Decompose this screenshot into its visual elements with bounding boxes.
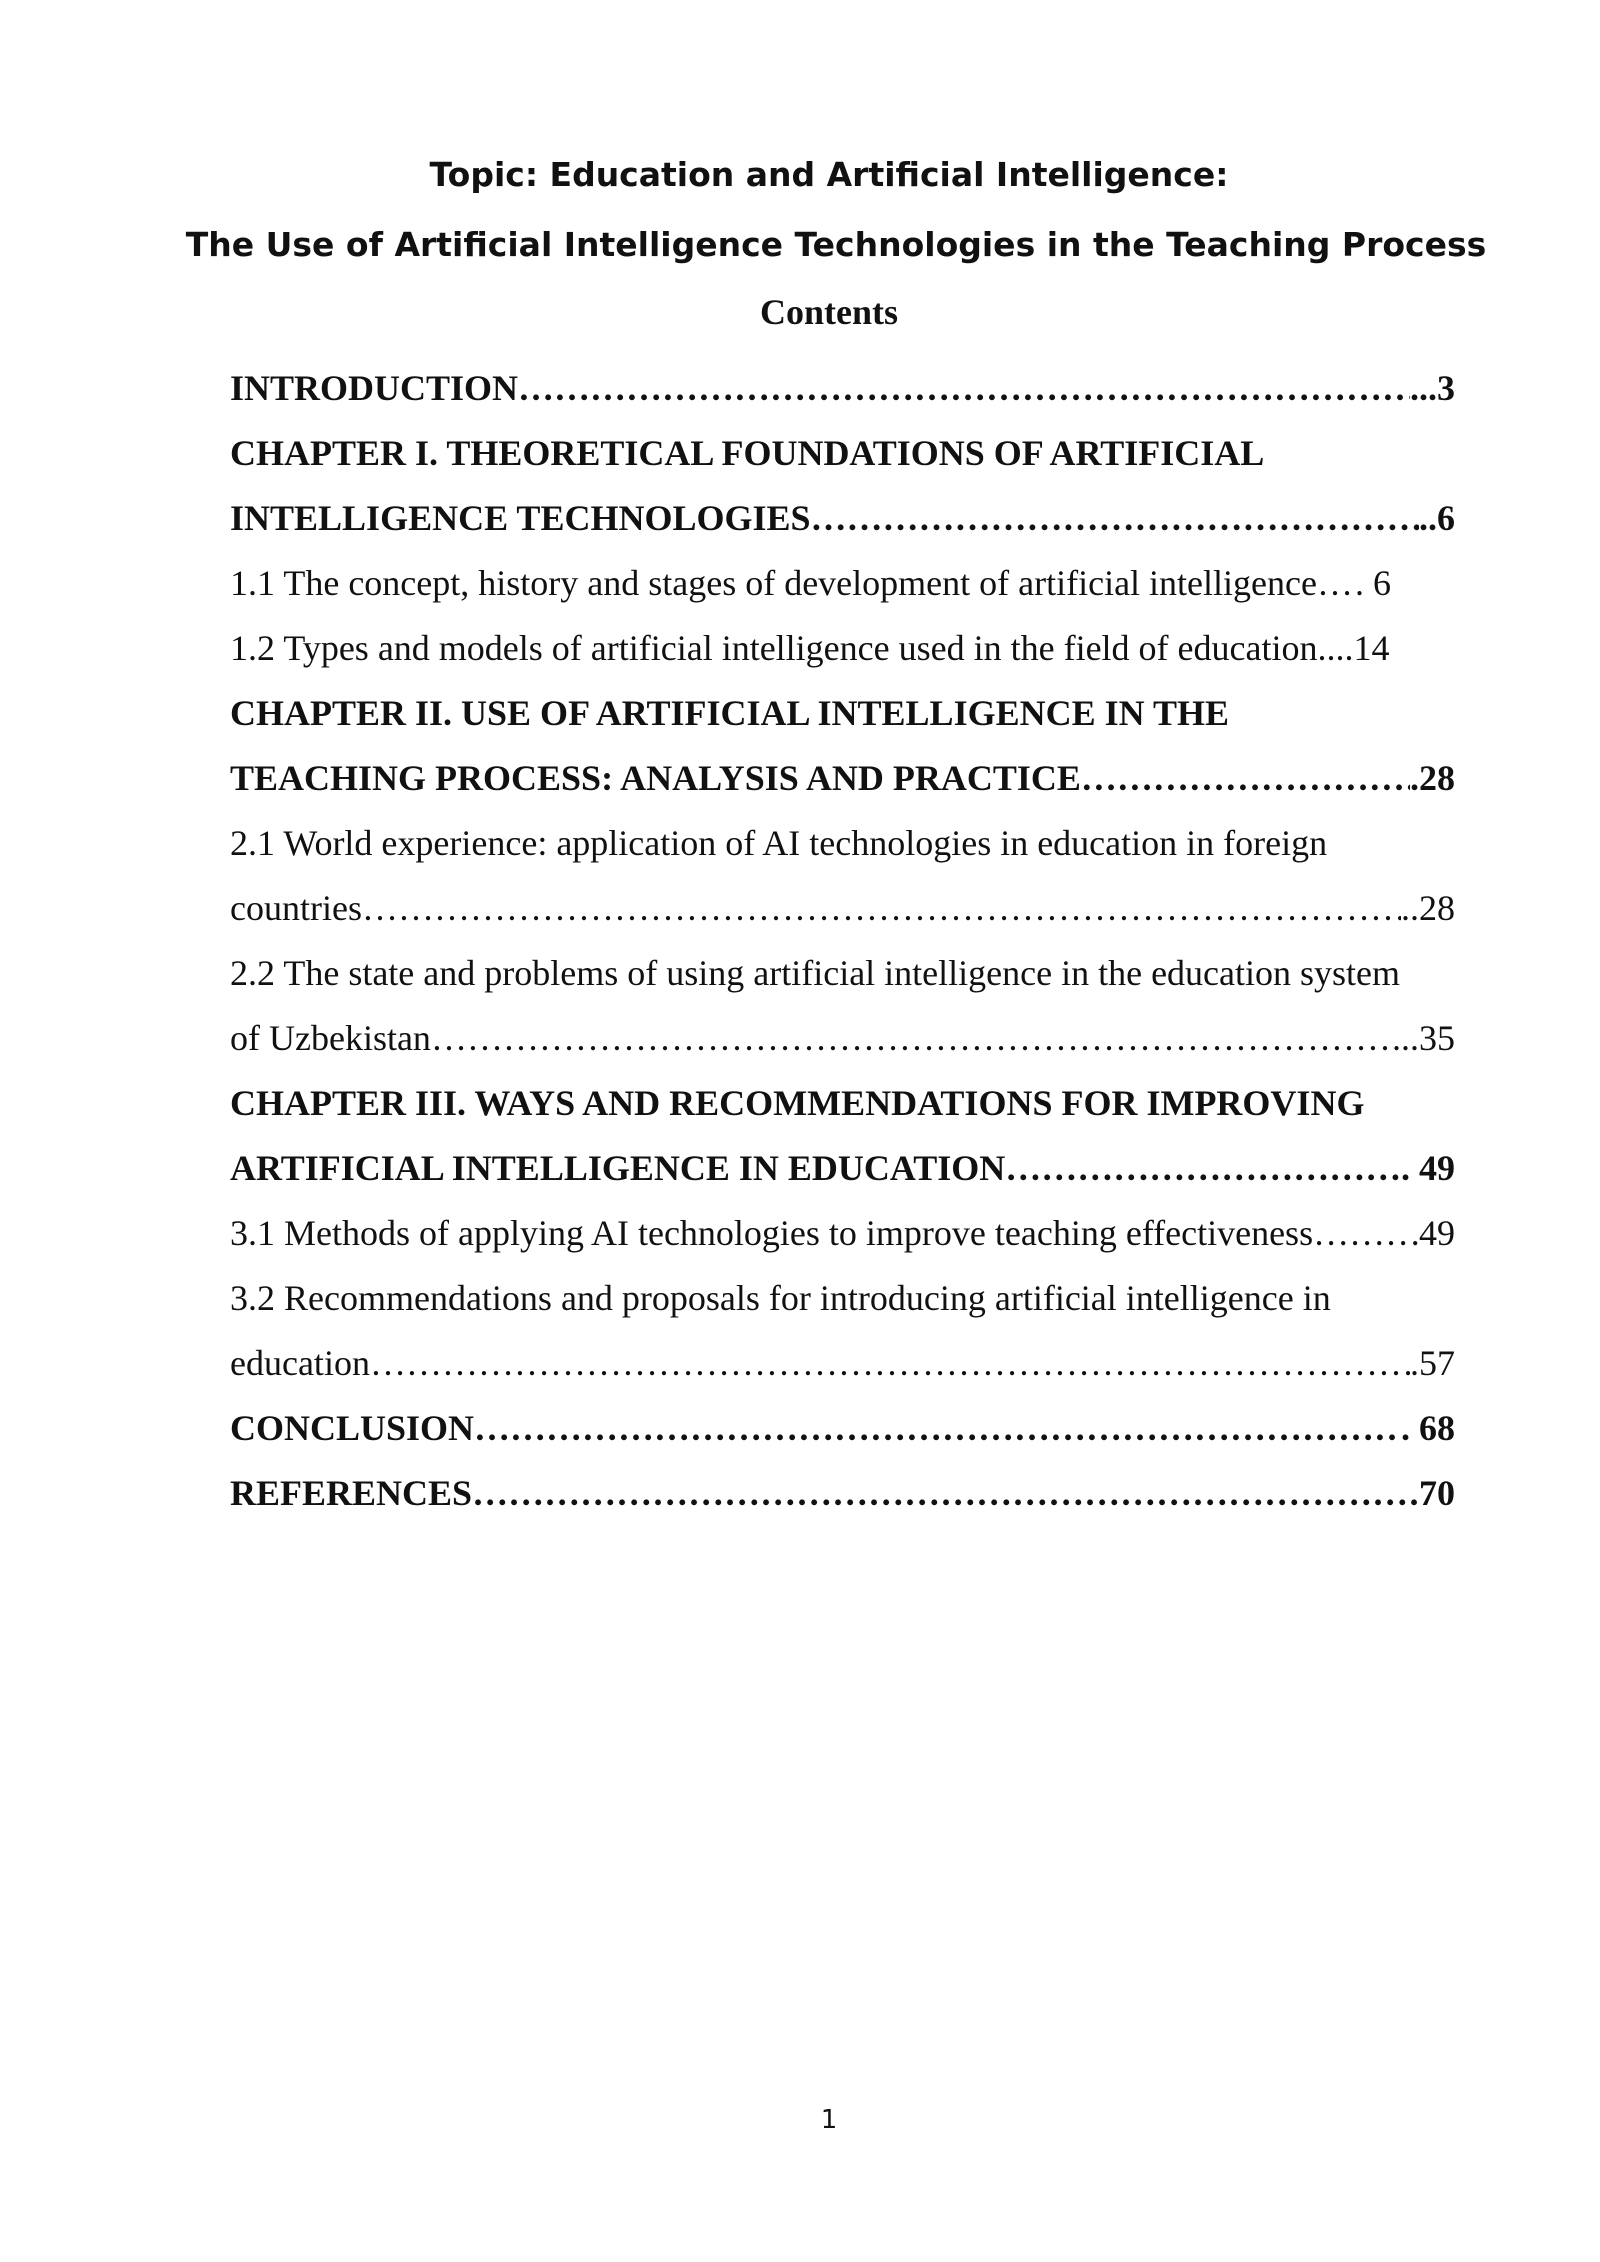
toc-entry-chapter-1-cont <box>230 486 1455 551</box>
toc-entry-references <box>230 1461 1455 1526</box>
toc-entry-page: . 49 <box>1401 1148 1455 1188</box>
topic-subtitle: The Use of Artificial Intelligence Technologies in the Teaching Process <box>185 225 1487 264</box>
topic-title: Topic: Education and Artificial Intelligence: <box>429 155 1229 194</box>
toc-entry-title: 1.2 Types and models of artificial intelligence used in the field of education....14 <box>230 628 1390 668</box>
toc-entry-title: 3.2 Recommendations and proposals for introducing artificial intelligence in <box>230 1278 1331 1318</box>
toc-entry-title: CONCLUSION <box>230 1408 475 1448</box>
toc-entry-title: 3.1 Methods of applying AI technologies to improve teaching effectiveness <box>230 1213 1314 1253</box>
toc-entry-title: ARTIFICIAL INTELLIGENCE IN EDUCATION <box>230 1148 1006 1188</box>
toc-entry-section-2-2 <box>230 941 1455 1006</box>
toc-entry-page: . 68 <box>1401 1408 1455 1448</box>
toc-entry-section-1-1 <box>230 551 1455 616</box>
toc-leader-dots <box>1317 551 1355 616</box>
toc-entry-page: ...3 <box>1410 368 1455 408</box>
toc-leader-dots <box>431 1006 1392 1071</box>
toc-entry-section-2-1-cont <box>230 876 1455 941</box>
toc-entry-title: TEACHING PROCESS: ANALYSIS AND PRACTICE <box>230 758 1081 798</box>
toc-entry-chapter-1 <box>230 421 1455 486</box>
toc-entry-page: ..6 <box>1419 498 1455 538</box>
toc-entry-chapter-3-cont <box>230 1136 1455 1201</box>
toc-leader-dots <box>474 1396 1401 1461</box>
toc-entry-section-2-2-cont <box>230 1006 1455 1071</box>
toc-entry-section-1-2 <box>230 616 1455 681</box>
toc-entry-title: 2.1 World experience: application of AI technologies in education in foreign <box>230 823 1328 863</box>
toc-entry-page: . 6 <box>1354 563 1391 603</box>
toc-entry-chapter-3 <box>230 1071 1455 1136</box>
toc-entry-page: 49 <box>1419 1213 1455 1253</box>
toc-entry-title: education <box>230 1343 370 1383</box>
contents-heading: Contents <box>759 292 898 332</box>
toc-leader-dots <box>518 356 1410 421</box>
page-number: 1 <box>820 2105 838 2135</box>
toc-entry-conclusion <box>230 1396 1455 1461</box>
toc-entry-chapter-2 <box>230 681 1455 746</box>
toc-leader-dots <box>1313 1201 1419 1266</box>
toc-entry-title: REFERENCES <box>230 1473 473 1513</box>
table-of-contents <box>230 356 1455 1526</box>
toc-entry-title: 1.1 The concept, history and stages of development of artificial intelligence <box>230 563 1317 603</box>
toc-entry-page: 70 <box>1419 1473 1455 1513</box>
toc-entry-page: ..28 <box>1401 888 1455 928</box>
toc-leader-dots <box>811 486 1419 551</box>
toc-entry-title: 2.2 The state and problems of using artificial intelligence in the education system <box>230 953 1401 993</box>
toc-entry-section-3-2-cont <box>230 1331 1455 1396</box>
toc-entry-page: ...35 <box>1392 1018 1455 1058</box>
toc-leader-dots <box>362 876 1401 941</box>
toc-leader-dots <box>1005 1136 1401 1201</box>
toc-leader-dots <box>1081 746 1410 811</box>
toc-entry-page: .57 <box>1410 1343 1455 1383</box>
toc-entry-section-2-1 <box>230 811 1455 876</box>
toc-entry-title: CHAPTER II. USE OF ARTIFICIAL INTELLIGENCE IN THE <box>230 693 1229 733</box>
toc-entry-title: countries <box>230 888 362 928</box>
toc-entry-title: INTRODUCTION <box>230 368 519 408</box>
toc-leader-dots <box>370 1331 1410 1396</box>
toc-entry-title: CHAPTER III. WAYS AND RECOMMENDATIONS FOR IMPROVING <box>230 1083 1365 1123</box>
toc-leader-dots <box>472 1461 1419 1526</box>
toc-entry-title: CHAPTER I. THEORETICAL FOUNDATIONS OF ARTIFICIAL <box>230 433 1265 473</box>
toc-entry-title: INTELLIGENCE TECHNOLOGIES <box>230 498 811 538</box>
toc-entry-chapter-2-cont <box>230 746 1455 811</box>
toc-entry-introduction <box>230 356 1455 421</box>
toc-entry-section-3-1 <box>230 1201 1455 1266</box>
toc-entry-section-3-2 <box>230 1266 1455 1331</box>
toc-entry-title: of Uzbekistan <box>230 1018 431 1058</box>
toc-entry-page: .28 <box>1410 758 1455 798</box>
